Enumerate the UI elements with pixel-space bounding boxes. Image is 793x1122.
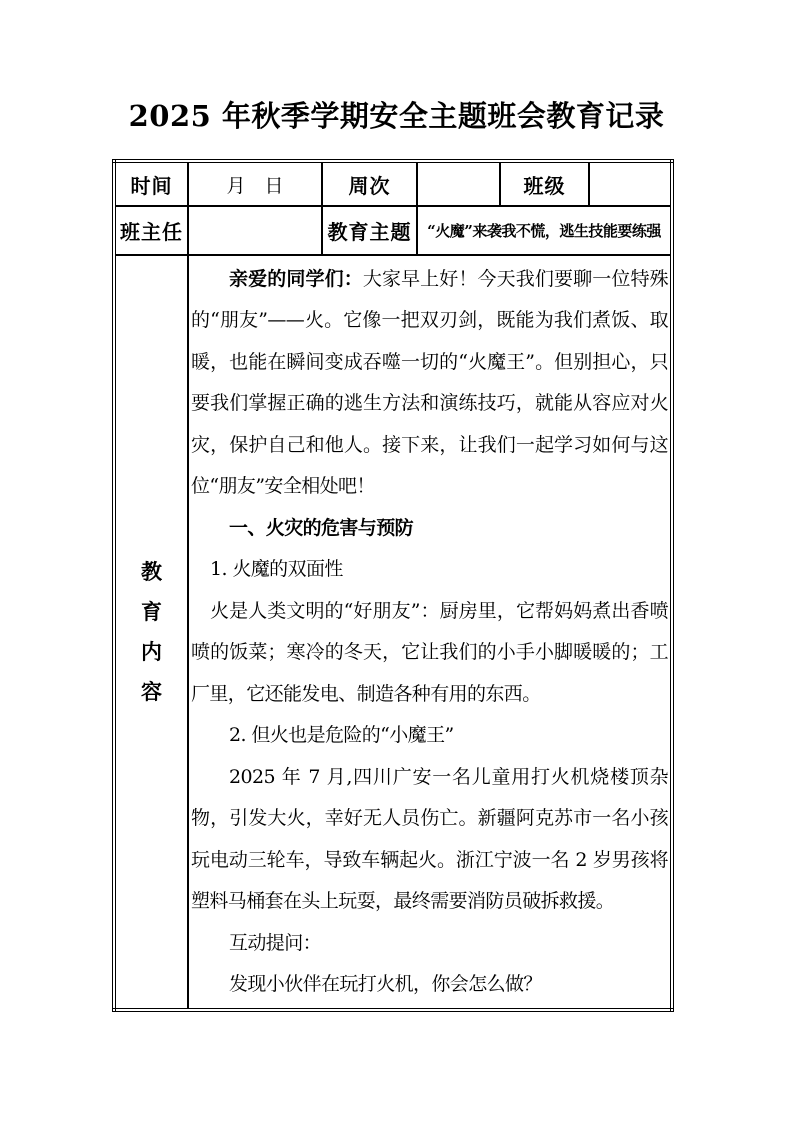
page-title: 2025 年秋季学期安全主题班会教育记录 (128, 99, 665, 133)
intro-text: 大家早上好！今天我们要聊一位特殊的“朋友”——火。它像一把双刃剑，既能为我们煮饭、取暖，也能在瞬间变成吞噬一切的“火魔王”。但别担心，只要我们掌握正确的逃生方法和演练技巧，就能从容应对火灾，保护自己和他人。接下来，让我们一起学习如何与这位“朋友”安全相处吧！ (191, 267, 668, 497)
class-value-field[interactable] (589, 161, 672, 206)
week-label: 周次 (322, 161, 417, 206)
class-meeting-record-table (112, 159, 674, 1012)
education-content-body (188, 255, 672, 1010)
subsection-2-title: 2. 但火也是危险的“小魔王” (229, 724, 454, 746)
interactive-question-label: 互动提问： (229, 931, 322, 954)
teacher-value-field[interactable] (188, 206, 322, 255)
education-content-label-char: 容 (141, 679, 162, 704)
week-value-field[interactable] (417, 161, 500, 206)
table-row (114, 255, 672, 1010)
section-heading-1: 一、火灾的危害与预防 (229, 516, 414, 539)
subsection-2-paragraph: 2025 年 7 月,四川广安一名儿童用打火机烧楼顶杂物，引发大火，幸好无人员伤亡。新疆阿克苏市一名小孩玩电动三轮车，导致车辆起火。浙江宁波一名 2 岁男孩将塑料马桶套在头上玩耍，最终需要消防员破拆救援。 (191, 765, 668, 912)
education-content-label-char: 育 (141, 599, 162, 624)
subsection-1-title: 1. 火魔的双面性 (210, 558, 343, 580)
interactive-question-text: 发现小伙伴在玩打火机，你会怎么做？ (229, 973, 542, 995)
education-content-label-char: 内 (141, 639, 162, 664)
table-row (114, 161, 672, 206)
theme-label: 教育主题 (322, 206, 417, 255)
class-label: 班级 (500, 161, 589, 206)
teacher-label: 班主任 (114, 206, 188, 255)
time-label: 时间 (114, 161, 188, 206)
theme-value: “火魔”来袭我不慌，逃生技能要练强 (417, 206, 672, 255)
table-row (114, 206, 672, 255)
education-content-label (114, 255, 188, 1010)
subsection-1-paragraph: 火是人类文明的“好朋友”：厨房里，它帮妈妈煮出香喷喷的饭菜；寒冷的冬天，它让我们的小手小脚暖暖的；工厂里，它还能发电、制造各种有用的东西。 (191, 599, 668, 705)
time-value-field[interactable]: 月 日 (188, 161, 322, 206)
education-content-label-char: 教 (141, 559, 162, 584)
intro-paragraph (191, 259, 668, 508)
intro-salutation: 亲爱的同学们： (229, 267, 363, 290)
